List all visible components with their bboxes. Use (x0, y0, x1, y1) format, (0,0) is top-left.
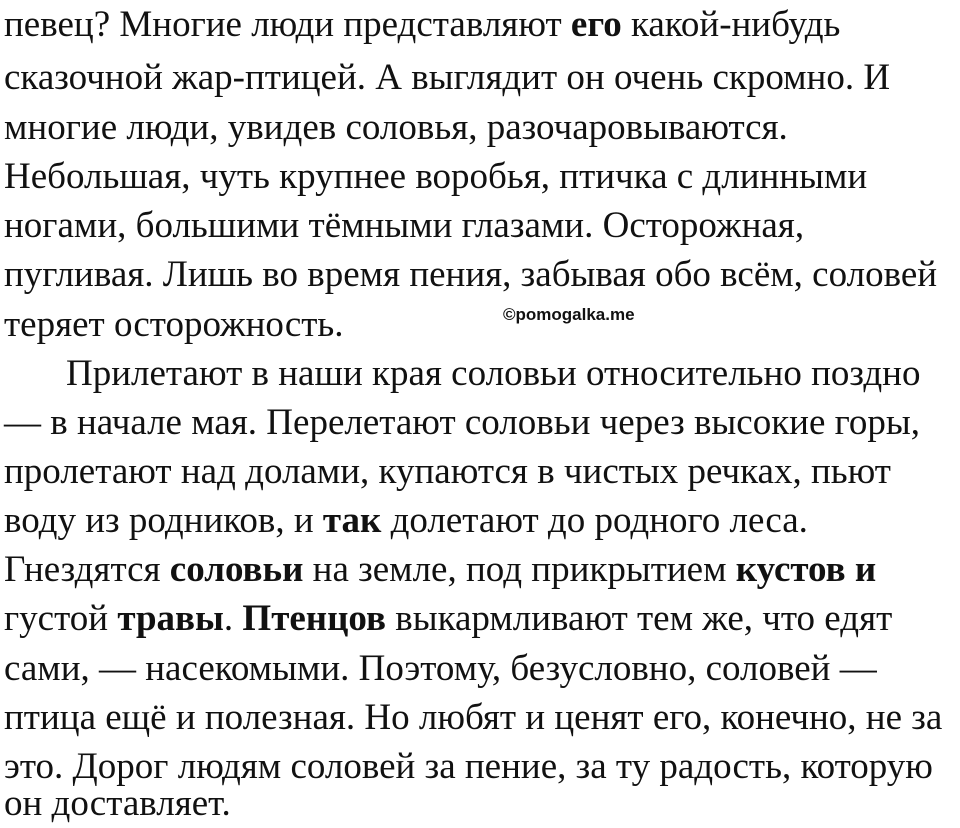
text-line-p1-6: пугливая. Лишь во время пения, забывая обо всём, соловей (4, 254, 938, 295)
bold-word: Птенцов (242, 598, 386, 639)
text-line-p1-2: сказочной жар-птицей. А выглядит он очень скромно. И (4, 57, 891, 98)
text-line-p2-2: — в начале мая. Перелетают соловьи через высокие горы, (4, 402, 921, 443)
bold-word: его (570, 4, 622, 45)
bold-word: травы (117, 598, 224, 639)
bold-word: соловьи (169, 549, 304, 590)
text-line-p1-5: ногами, большими тёмными глазами. Осторожная, (4, 205, 805, 246)
text-span: Гнездятся (4, 549, 170, 590)
bold-word: так (322, 500, 382, 541)
text-line-p1-4: Небольшая, чуть крупнее воробья, птичка с длинными (4, 156, 868, 197)
text-line-p2-5 (4, 546, 876, 594)
text-line-p2-9: это. Дорог людям соловей за пение, за ту радость, которую (4, 746, 933, 787)
text-line-p1-7: теряет осторожность. (4, 304, 344, 345)
text-span: певец? Многие люди представляют (4, 4, 571, 45)
text-span: долетают до родного леса. (381, 500, 808, 541)
text-span: выкармливают тем же, что едят (386, 598, 893, 639)
watermark: ©pomogalka.me (503, 305, 635, 324)
text-span: густой (4, 598, 118, 639)
text-span: воду из родников, и (4, 500, 323, 541)
text-line-p2-6 (4, 595, 892, 643)
text-line-p2-10: он доставляет. (4, 783, 231, 824)
text-line-p2-8: птица ещё и полезная. Но любят и ценят его, конечно, не за (4, 697, 943, 738)
text-span: . (223, 598, 243, 639)
text-line-p1-1 (4, 1, 840, 49)
text-line-p2-3: пролетают над долами, купаются в чистых речках, пьют (4, 451, 891, 492)
text-line-p2-1: Прилетают в наши края соловьи относительно поздно (66, 353, 921, 394)
text-span: на земле, под прикрытием (303, 549, 736, 590)
text-line-p1-3: многие люди, увидев соловья, разочаровываются. (4, 107, 788, 148)
text-line-p2-4 (4, 497, 808, 545)
text-line-p2-7: сами, — насекомыми. Поэтому, безусловно, соловей — (4, 648, 877, 689)
bold-word: кустов и (735, 549, 877, 590)
text-span: какой-нибудь (621, 4, 841, 45)
